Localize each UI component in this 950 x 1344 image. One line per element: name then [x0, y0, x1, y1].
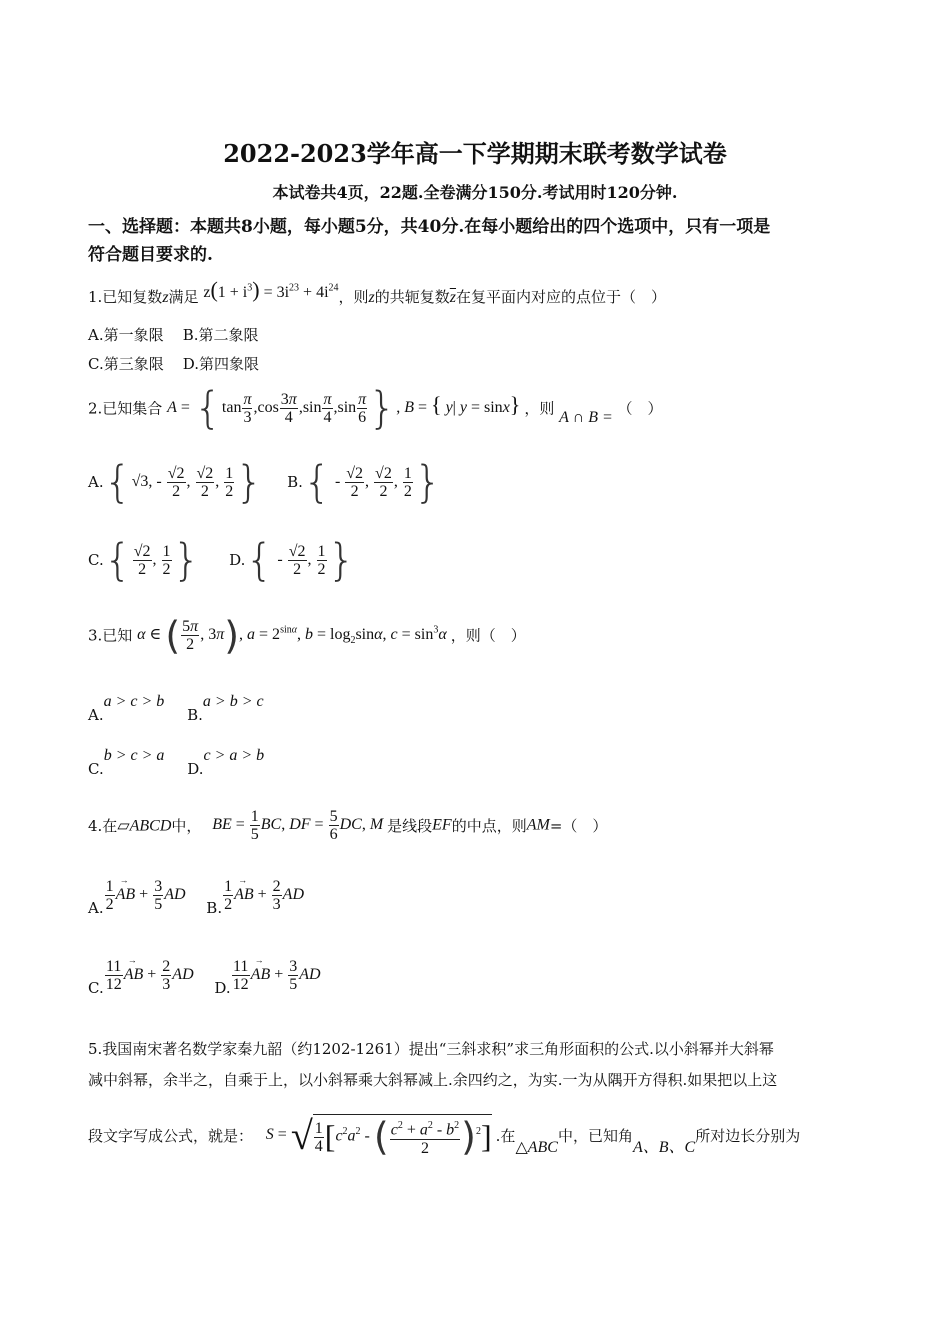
q2-options-row1: [88, 456, 442, 507]
q3-options-row2: [88, 746, 265, 778]
question-5-line3: 段文字写成公式，就是： S = √ $\frac{1}{4}$ [$c^2a^2$ - ( $\frac{c^2 + a^2 - b^2}{2}$ )$^2$] .在△ABC中，已知角A、B、C所对边长分别为: [88, 1113, 801, 1159]
q4-formula: BE = $\frac{1}{5}$ BC, DF = $\frac{5}{6}$ DC, M: [212, 808, 384, 843]
q1-options-row1: [88, 324, 258, 345]
section-heading-cont: 符合题目要求的.: [88, 245, 213, 265]
var-z: z: [162, 289, 169, 306]
question-4-stem: 4.在▱ABCD中， BE = $\frac{1}{5}$ BC, DF = $\frac{5}{6}$ DC, M 是线段EF的中点，则AM=（ ）: [88, 808, 608, 843]
question-5-line1: 5.我国南宋著名数学家秦九韶（约1202-1261）提出“三斜求积”求三角形面积的公式.以小斜幂并大斜幂: [88, 1040, 774, 1058]
qin-formula: S = √ $\frac{1}{4}$ [$c^2a^2$ - ( $\frac{c^2 + a^2 - b^2}{2}$ )$^2$]: [265, 1113, 492, 1159]
q3-options-row1: [88, 692, 264, 724]
q3-option-c[interactable]: C.b > c > a: [88, 747, 165, 778]
q2-options-row2: [88, 534, 356, 585]
q3-option-a[interactable]: A.a > c > b: [88, 693, 165, 724]
q1-option-b[interactable]: B.第二象限: [182, 326, 259, 344]
section-heading: 一、选择题：本题共8小题，每小题5分，共40分.在每小题给出的四个选项中，只有一项是: [88, 217, 771, 237]
exam-title: 2022-2023学年高一下学期期末联考数学试卷: [223, 139, 727, 168]
q4-option-b[interactable]: B. $\frac{1}{2}$ → AB + $\frac{2}{3}$ AD: [206, 885, 304, 903]
q3-option-b[interactable]: B.a > b > c: [187, 693, 264, 724]
q4-options-row2: [88, 958, 321, 998]
q2-option-d[interactable]: D.{ - $\frac{√2}{2}$ , $\frac{1}{2}$ }: [229, 534, 356, 585]
question-2-stem: 2.已知集合 A = {tan $\frac{\pi}{3}$ ,cos $\frac{3\pi}{4}$ ,sin $\frac{\pi}{4}$ ,sin $\frac{\pi}{6}$ }, B = { y| y = sinx} ，则 A ∩ B = （ ）: [88, 382, 663, 433]
q2-option-b[interactable]: B.{ - $\frac{√2}{2}$ , $\frac{√2}{2}$ , $\frac{1}{2}$ }: [287, 456, 442, 507]
question-5-line2: 减中斜幂，余半之，自乘于上，以小斜幂乘大斜幂减上.余四约之，为实.一为从隅开方得积.如果把以上这: [88, 1071, 778, 1089]
q3-formula: α ∈ ( $\frac{5\pi}{2}$ , 3π), $a = 2^{sin\alpha}$, $b = \log_2\sin\alpha$, $c = \sin^3\alpha$: [137, 613, 447, 657]
q1-option-c[interactable]: C.第三象限: [88, 355, 164, 373]
q2-option-a[interactable]: A.{√3, - $\frac{√2}{2}$ , $\frac{√2}{2}$ , $\frac{1}{2}$ }: [88, 456, 264, 507]
q4-option-a[interactable]: A. $\frac{1}{2}$ → AB + $\frac{3}{5}$ AD: [88, 885, 190, 903]
q1-options-row2: [88, 353, 259, 374]
q4-option-d[interactable]: D. $\frac{11}{12}$ → AB + $\frac{3}{5}$ AD: [214, 965, 320, 983]
q4-option-c[interactable]: C. $\frac{11}{12}$ → AB + $\frac{2}{3}$ AD: [88, 965, 198, 983]
q3-option-d[interactable]: D.c > a > b: [187, 747, 265, 778]
q1-formula: $z(1 + i^3) = 3i^{23} + 4i^{24}$: [203, 277, 339, 302]
q1-option-d[interactable]: D.第四象限: [182, 355, 260, 373]
question-1-stem: 1.已知复数z满足 $z(1 + i^3) = 3i^{23} + 4i^{24}$，则z的共轭复数$\overline{z}$在复平面内对应的点位于（ ）: [88, 277, 667, 306]
exam-subtitle: 本试卷共4页，22题.全卷满分150分.考试用时120分钟.: [272, 183, 678, 202]
q4-options-row1: [88, 878, 304, 918]
var-zbar: $\overline{z}$: [449, 289, 457, 306]
q1-option-a[interactable]: A.第一象限: [88, 326, 164, 344]
set-a-formula: A = {tan $\frac{\pi}{3}$ ,cos $\frac{3\pi}{4}$ ,sin $\frac{\pi}{4}$ ,sin $\frac{\pi}{6}$ }, B = { y| y = sinx}: [167, 382, 521, 433]
q2-option-c[interactable]: C.{ $\frac{√2}{2}$ , $\frac{1}{2}$ }: [88, 534, 201, 585]
question-3-stem: 3.已知 α ∈ ( $\frac{5\pi}{2}$ , 3π), $a = 2^{sin\alpha}$, $b = \log_2\sin\alpha$, $c = \sin^3\alpha$ ，则（ ）: [88, 613, 526, 657]
